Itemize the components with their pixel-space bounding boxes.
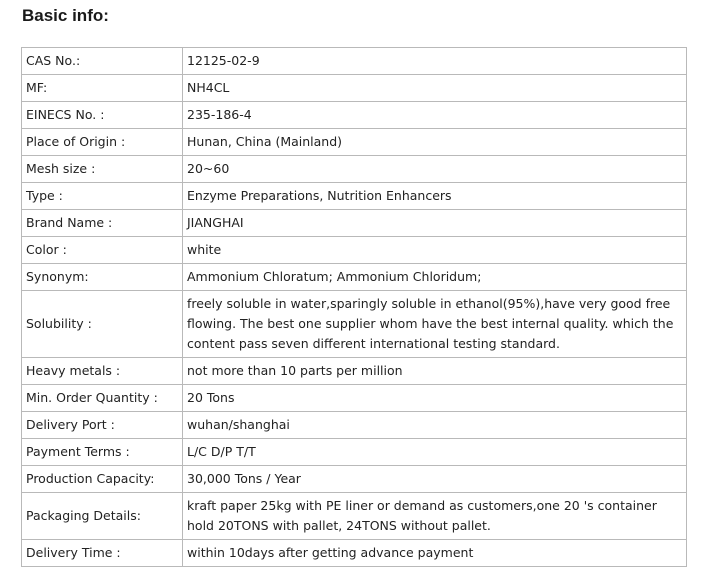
row-value-synonym: Ammonium Chloratum; Ammonium Chloridum; (183, 264, 687, 291)
row-value-cas-no: 12125-02-9 (183, 48, 687, 75)
table-row (22, 358, 687, 385)
row-label-delivery-port: Delivery Port : (22, 412, 183, 439)
row-value-delivery-time: within 10days after getting advance payment (183, 540, 687, 567)
row-label-heavy-metals: Heavy metals : (22, 358, 183, 385)
row-label-type: Type : (22, 183, 183, 210)
row-label-mf: MF: (22, 75, 183, 102)
row-value-mf: NH4CL (183, 75, 687, 102)
row-label-min-order-quantity: Min. Order Quantity : (22, 385, 183, 412)
row-label-brand-name: Brand Name : (22, 210, 183, 237)
table-row (22, 48, 687, 75)
row-value-min-order-quantity: 20 Tons (183, 385, 687, 412)
row-value-payment-terms: L/C D/P T/T (183, 439, 687, 466)
table-row (22, 237, 687, 264)
row-label-color: Color : (22, 237, 183, 264)
row-label-payment-terms: Payment Terms : (22, 439, 183, 466)
table-row (22, 129, 687, 156)
table-row (22, 183, 687, 210)
row-value-color: white (183, 237, 687, 264)
row-value-brand-name: JIANGHAI (183, 210, 687, 237)
row-value-heavy-metals: not more than 10 parts per million (183, 358, 687, 385)
row-value-type: Enzyme Preparations, Nutrition Enhancers (183, 183, 687, 210)
table-row (22, 540, 687, 567)
row-value-place-of-origin: Hunan, China (Mainland) (183, 129, 687, 156)
table-row (22, 102, 687, 129)
row-value-mesh-size: 20~60 (183, 156, 687, 183)
row-label-delivery-time: Delivery Time : (22, 540, 183, 567)
row-label-mesh-size: Mesh size : (22, 156, 183, 183)
row-value-einecs: 235-186-4 (183, 102, 687, 129)
row-value-packaging-details: kraft paper 25kg with PE liner or demand as customers,one 20 's container hold 20TONS with pallet, 24TONS without pallet. (183, 493, 687, 540)
row-label-place-of-origin: Place of Origin : (22, 129, 183, 156)
table-row (22, 264, 687, 291)
basic-info-table (21, 47, 687, 567)
table-row (22, 439, 687, 466)
table-row (22, 466, 687, 493)
section-heading: Basic info: (22, 6, 109, 25)
table-row (22, 291, 687, 358)
row-label-einecs: EINECS No. : (22, 102, 183, 129)
row-value-production-capacity: 30,000 Tons / Year (183, 466, 687, 493)
row-label-packaging-details: Packaging Details: (22, 493, 183, 540)
table-row (22, 385, 687, 412)
row-label-production-capacity: Production Capacity: (22, 466, 183, 493)
row-label-solubility: Solubility : (22, 291, 183, 358)
table-row (22, 412, 687, 439)
table-row (22, 210, 687, 237)
table-row (22, 75, 687, 102)
table-row (22, 493, 687, 540)
row-label-synonym: Synonym: (22, 264, 183, 291)
row-value-solubility: freely soluble in water,sparingly soluble in ethanol(95%),have very good free flowing. The best one supplier whom have the best internal quality. which the content pass seven different international testing standard. (183, 291, 687, 358)
row-value-delivery-port: wuhan/shanghai (183, 412, 687, 439)
table-row (22, 156, 687, 183)
row-label-cas-no: CAS No.: (22, 48, 183, 75)
